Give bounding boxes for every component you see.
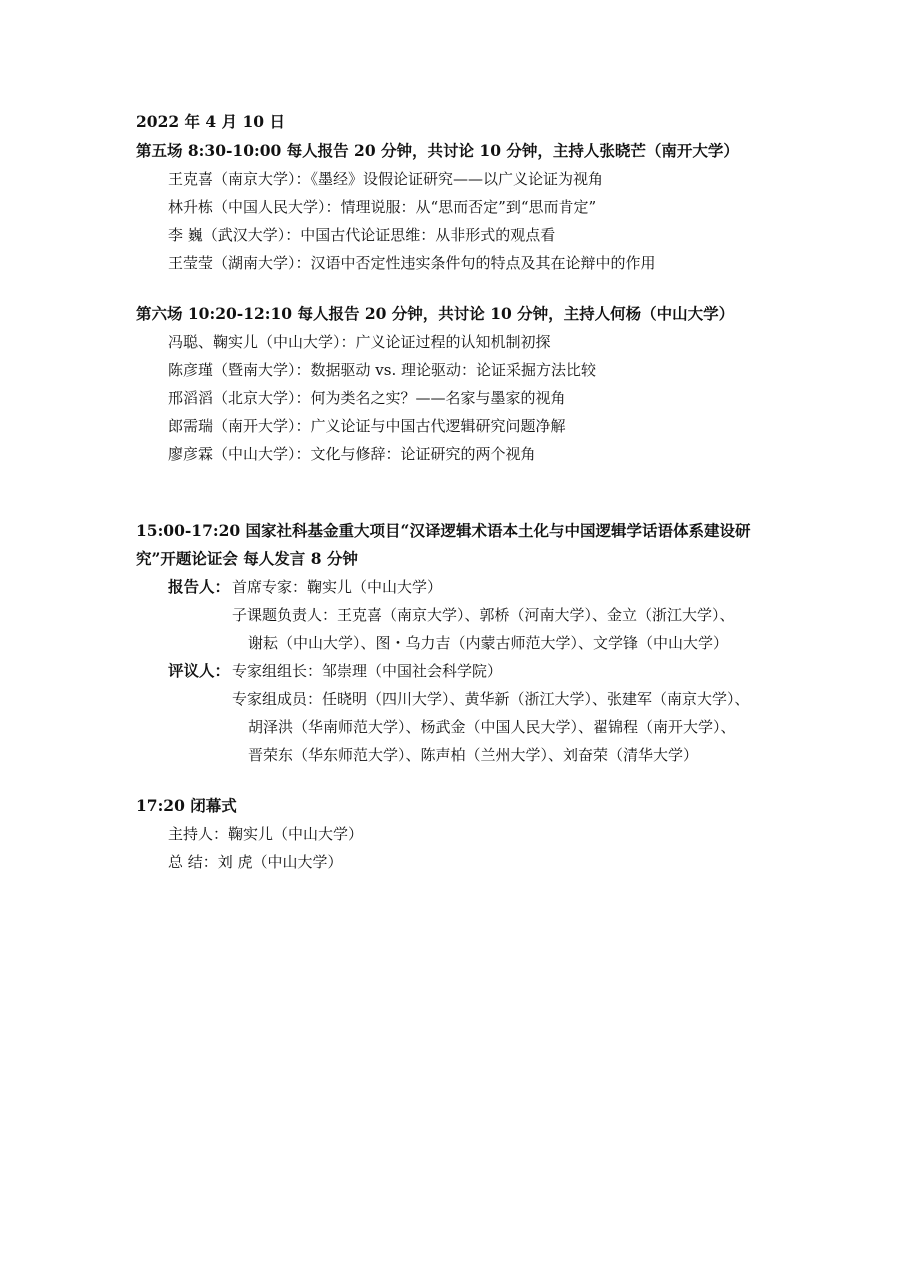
session5-header: 第五场 8:30-10:00 每人报告 20 分钟，共讨论 10 分钟，主持人张晓芒（南开大学）	[136, 141, 739, 160]
session6-talk: 郎需瑞（南开大学）：广义论证与中国古代逻辑研究问题净解	[168, 417, 566, 435]
project-header-line1: 15:00-17:20 国家社科基金重大项目“汉译逻辑术语本土化与中国逻辑学话语体系建设研	[136, 521, 751, 540]
session6-header: 第六场 10:20-12:10 每人报告 20 分钟，共讨论 10 分钟，主持人何杨（中山大学）	[136, 304, 735, 323]
reporter-label: 报告人：	[168, 577, 231, 596]
session5-talk: 王克喜（南京大学）：《墨经》设假论证研究——以广义论证为视角	[168, 170, 604, 188]
reviewer-label: 评议人：	[168, 661, 231, 680]
reviewer-head: 专家组组长：邹崇理（中国社会科学院）	[232, 662, 503, 680]
sub-leaders-line1: 子课题负责人：王克喜（南京大学）、郭桥（河南大学）、金立（浙江大学）、	[232, 606, 735, 624]
session6-talk: 陈彦瑾（暨南大学）：数据驱动 vs. 理论驱动：论证采掘方法比较	[168, 361, 596, 379]
members-line1: 专家组成员：任晓明（四川大学）、黄华新（浙江大学）、张建军（南京大学）、	[232, 690, 750, 708]
session6-talk: 廖彦霖（中山大学）：文化与修辞：论证研究的两个视角	[168, 445, 536, 463]
project-header-line2: 究”开题论证会 每人发言 8 分钟	[136, 549, 358, 568]
closing-header: 17:20 闭幕式	[136, 796, 237, 815]
session5-talk: 林升栋（中国人民大学）：情理说服：从“思而否定”到“思而肯定”	[168, 198, 597, 216]
sub-leaders-line2: 谢耘（中山大学）、图・乌力吉（内蒙古师范大学）、文学锋（中山大学）	[248, 634, 729, 652]
members-line2: 胡泽洪（华南师范大学）、杨武金（中国人民大学）、翟锦程（南开大学）、	[248, 718, 736, 736]
session5-talk: 王莹莹（湖南大学）：汉语中否定性违实条件句的特点及其在论辩中的作用	[168, 254, 656, 272]
closing-host: 主持人：鞠实儿（中山大学）	[168, 825, 364, 843]
closing-summary: 总 结：刘 虎（中山大学）	[168, 853, 343, 871]
session5-talk: 李 巍（武汉大学）：中国古代论证思维：从非形式的观点看	[168, 226, 556, 244]
session6-talk: 邢滔滔（北京大学）：何为类名之实？——名家与墨家的视角	[168, 389, 566, 407]
date-heading: 2022 年 4 月 10 日	[136, 112, 285, 131]
reporter-chief: 首席专家：鞠实儿（中山大学）	[232, 578, 443, 596]
session6-talk: 冯聪、鞠实儿（中山大学）：广义论证过程的认知机制初探	[168, 333, 551, 351]
members-line3: 晋荣东（华东师范大学）、陈声柏（兰州大学）、刘奋荣（清华大学）	[248, 746, 699, 764]
